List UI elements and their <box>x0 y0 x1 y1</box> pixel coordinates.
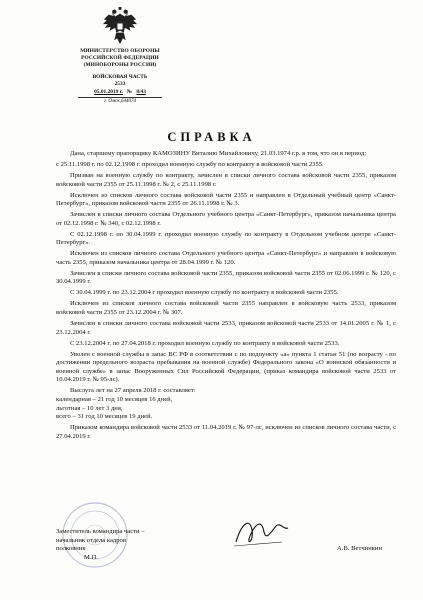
signatory-rank: полковник <box>56 545 86 553</box>
seal-place-label: М.П. <box>84 553 98 561</box>
enrollment-paragraph-1: Зачислен в списки личного состава Отдельного учебного центра «Санкт-Петербург», приказом начальника центра от 02.12.1998 г. № 340, с 02.12.1998 г. <box>56 211 396 227</box>
double-headed-eagle-emblem-icon <box>101 6 139 46</box>
document-date-number <box>60 89 180 96</box>
document-number: 8/43 <box>136 89 146 95</box>
signatory-name: А.В. Ветчинкин <box>337 545 382 553</box>
document-date: 05.01.2019 г. <box>94 89 123 95</box>
document-body <box>56 150 396 444</box>
ministry-name-line-2: РОССИЙСКОЙ ФЕДЕРАЦИИ <box>81 55 159 61</box>
service-length-calendar: календарная – 21 год 10 месяцев 16 дней, <box>56 395 173 403</box>
letterhead <box>60 6 180 105</box>
service-length-lead: Выслуга лет на 27 апреля 2018 г. составляет: <box>70 387 196 395</box>
unit-number: 2533 <box>114 81 126 87</box>
ministry-name-line-3: (МИНОБОРОНЫ РОССИИ) <box>83 62 157 68</box>
intro-paragraph: Дана, старшему прапорщику КАМОЗИНУ Виталию Михайловичу, 21.03.1974 г.р. в том, что он в период: <box>70 150 367 157</box>
enrollment-paragraph-3: Зачислен в списки личного состава войсковой части 2533, приказом войсковой части 2533 от 14.01.2005 г. № 1, с 23.12.2004 г. <box>56 320 396 336</box>
length-of-service-block <box>56 387 396 421</box>
ministry-name-line-1: МИНИСТЕРСТВО ОБОРОНЫ <box>80 48 160 54</box>
service-period-4: С 23.12.2004 г. по 27.04.2018 г. проходил военную службу по контракту в войсковой части 2533. <box>70 339 340 347</box>
city-address: г. Омск,644074 <box>78 97 162 105</box>
exclusion-paragraph-3: Исключен из списков личного состава войсковой части 2355 направлен в войсковую часть 2533, приказом войсковой части 2355 от 23.12.2004 г. № 307. <box>56 300 396 317</box>
signatory-title-line-2: начальник отдела кадров <box>56 536 126 544</box>
discharge-paragraph: Уволен с военной службы в запас ВС РФ в соответствии с по подпункту «а» пункта 1 статьи 51 (по возрасту - по достижении предельного возраста пребывания на военной службе) Федерального закона «О воинской обязанности и военной службе» в запас Вооруженных Сил Российской Федерации, (приказ командира войсковой части 2533 от 10.04.2019 г. № 95-лс). <box>56 350 396 384</box>
exclusion-paragraph-2: Исключен из списков личного состава Отдельного учебного центра «Санкт-Петербург» и направлен в войсковую часть 2355, приказом начальника центра от 28.04.1999 г. № 120. <box>56 250 396 266</box>
service-length-preferential: льготная – 10 лет 3 дня, <box>56 404 123 412</box>
enrollment-paragraph-2: Зачислен в списки личного состава войсковой части 2355, приказом войсковой части 2355 от 02.06.1999 г. № 120, с 30.04.1999 г. <box>56 269 396 286</box>
service-period-1: с 25.11.1998 г. по 02.12.1998 г. проходил военную службу по контракту в войсковой части 2355. <box>56 160 324 168</box>
service-period-2: С 02.12.1998 г. по 30.04.1999 г. проходил военную службу по контракту в Отдельном учебном центре «Санкт-Петербург». <box>56 230 396 247</box>
enlistment-paragraph: Призван на военную службу по контракту, зачислен в списки личного состава войсковой части 2355, приказом войсковой части 2355 от 25.11.1998 г. № 2, с 25.11.1998 г. <box>56 171 396 188</box>
exclusion-paragraph-1: Исключен из списков личного состава войсковой части 2355 и направлен в Отдельный учебный центр «Санкт-Петербург», приказом войсковой части 2355 от 26.11.1998 г. № 3. <box>56 191 396 208</box>
signatory-rank-row <box>56 545 396 554</box>
signatory-title-line-1: Заместитель командира части – <box>56 528 145 535</box>
number-sign: № <box>126 89 133 95</box>
service-period-3: С 30.04.1999 г. по 23.12.2004 г проходил военную службу по контракту в войсковой части 2355. <box>70 289 339 297</box>
unit-title: ВОЙСКОВАЯ ЧАСТЬ <box>92 74 148 80</box>
document-title: СПРАВКА <box>167 130 256 144</box>
final-exclusion-paragraph: Приказом командира войсковой части 2533 от 11.04.2019 г. № 97-лс, исключен из списков личного состава части, с 27.04.2019 г. <box>56 424 396 440</box>
signature-block <box>56 528 396 562</box>
service-length-total: всего – 31 год 10 месяцев 19 дней. <box>56 413 153 421</box>
